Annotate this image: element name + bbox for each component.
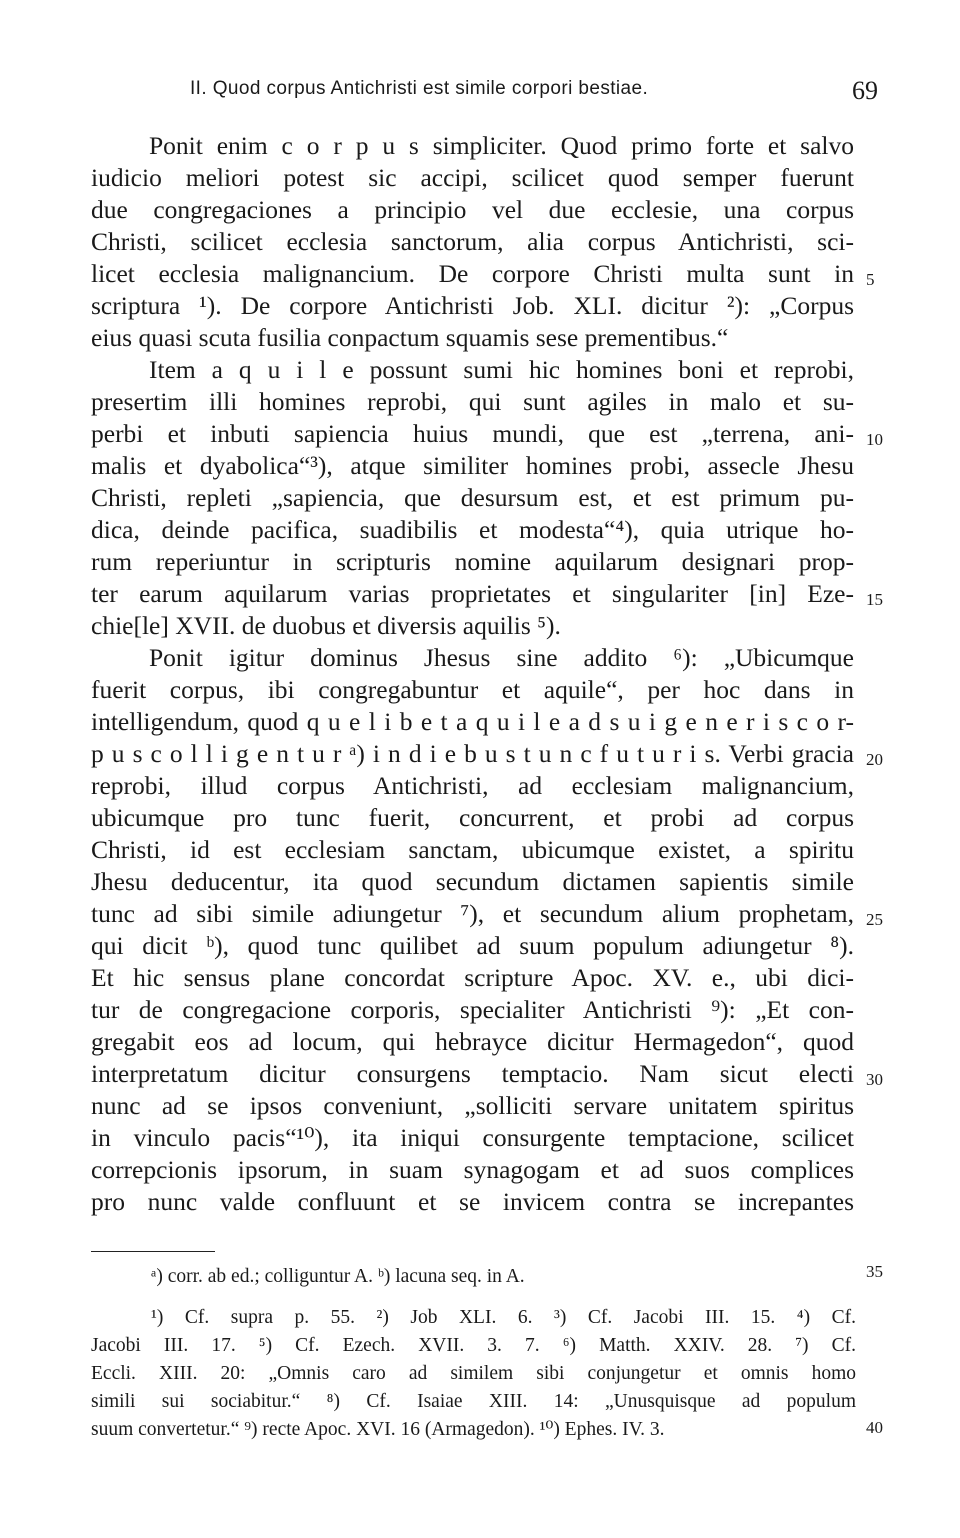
text-line: tunc ad sibi simile adiungetur ⁷), et secundum alium prophetam,	[91, 899, 854, 928]
text-line: nunc ad se ipsos conveniunt, „solliciti servare unitatem spiritus	[91, 1091, 854, 1120]
text-line: chie[le] XVII. de duobus et diversis aquilis ⁵).	[91, 611, 561, 640]
footnote-line: ᵃ) corr. ab ed.; colliguntur A. ᵇ) lacuna seq. in A.	[151, 1266, 525, 1287]
running-title: II. Quod corpus Antichristi est simile corpori bestiae.	[190, 78, 649, 99]
text-line: intelligendum, quod q u e l i b e t a q u i l e a d s u i g e n e r i s c o r-	[91, 707, 854, 736]
text-line: Jhesu deducentur, ita quod secundum dictamen sapientis simile	[91, 867, 854, 896]
text-line: rum reperiuntur in scripturis nomine aquilarum designari prop-	[91, 547, 854, 576]
text-line: gregabit eos ad locum, qui hebrayce dicitur Hermagedon“, quod	[91, 1027, 854, 1056]
text-line: pro nunc valde confluunt et se invicem contra se increpantes	[91, 1187, 854, 1216]
text-line: scriptura ¹). De corpore Antichristi Job. XLI. dicitur ²): „Corpus	[91, 291, 854, 320]
footnote-rule	[91, 1251, 215, 1252]
text-line: ubicumque pro tunc fuerit, concurrent, et probi ad corpus	[91, 803, 854, 832]
text-line: Christi, id est ecclesiam sanctam, ubicumque existet, a spiritu	[91, 835, 854, 864]
text-line: reprobi, illud corpus Antichristi, ad ecclesiam malignancium,	[91, 771, 854, 800]
line-number: 5	[866, 270, 875, 289]
text-line: perbi et inbuti sapiencia huius mundi, que est „terrena, ani-	[91, 419, 854, 448]
text-line: qui dicit ᵇ), quod tunc quilibet ad suum populum adiungetur ⁸).	[91, 931, 854, 960]
text-line: Christi, repleti „sapiencia, que desursum est, et est primum pu-	[91, 483, 854, 512]
text-line: in vinculo pacis“¹⁰), ita iniqui consurgente temptacione, scilicet	[91, 1123, 854, 1152]
line-number: 25	[866, 910, 883, 929]
text-line: fuerit corpus, ibi congregabuntur et aquile“, per hoc dans in	[91, 675, 854, 704]
text-line: tur de congregacione corporis, specialiter Antichristi ⁹): „Et con-	[91, 995, 854, 1024]
text-line: p u s c o l l i g e n t u r ᵃ) i n d i e b u s t u n c f u t u r i s. Verbi gracia	[91, 739, 854, 768]
running-header	[190, 66, 890, 106]
text-line: presertim illi homines reprobi, qui sunt agiles in malo et su-	[91, 387, 854, 416]
footnote-line: ¹) Cf. supra p. 55. ²) Job XLI. 6. ³) Cf. Jacobi III. 15. ⁴) Cf.	[151, 1307, 856, 1328]
line-number: 15	[866, 590, 883, 609]
text-line: licet ecclesia malignancium. De corpore Christi multa sunt in	[91, 259, 854, 288]
line-number: 10	[866, 430, 883, 449]
text-line: iudicio meliori potest sic accipi, scilicet quod semper fuerunt	[91, 163, 854, 192]
text-line: Ponit igitur dominus Jhesus sine addito ⁶): „Ubicumque	[149, 643, 854, 672]
text-line: Christi, scilicet ecclesia sanctorum, alia corpus Antichristi, sci-	[91, 227, 854, 256]
text-line: Ponit enim c o r p u s simpliciter. Quod primo forte et salvo	[149, 131, 854, 160]
text-line: Et hic sensus plane concordat scripture Apoc. XV. e., ubi dici-	[91, 963, 854, 992]
line-number: 30	[866, 1070, 883, 1089]
footnote-line: Jacobi III. 17. ⁵) Cf. Ezech. XVII. 3. 7. ⁶) Matth. XXIV. 28. ⁷) Cf.	[91, 1335, 856, 1356]
line-number: 40	[866, 1418, 883, 1437]
footnote-line: simili sui sociabitur.“ ⁸) Cf. Isaiae XIII. 14: „Unusquisque ad populum	[91, 1391, 856, 1412]
footnote-line: Eccli. XIII. 20: „Omnis caro ad similem sibi conjungetur et omnis homo	[91, 1363, 856, 1384]
text-line: due congregaciones a principio vel due ecclesie, una corpus	[91, 195, 854, 224]
line-number: 35	[866, 1262, 883, 1281]
text-line: malis et dyabolica“³), atque similiter homines probi, assecle Jhesu	[91, 451, 854, 480]
text-line: dica, deinde pacifica, suadibilis et modesta“⁴), quia utrique ho-	[91, 515, 854, 544]
text-line: correpcionis ipsorum, in suam synagogam et ad suos complices	[91, 1155, 854, 1184]
text-line: ter earum aquilarum varias proprietates et singulariter [in] Eze-	[91, 579, 854, 608]
page-number: 69	[852, 76, 878, 105]
line-number: 20	[866, 750, 883, 769]
text-line: eius quasi scuta fusilia conpactum squamis sese prementibus.“	[91, 323, 729, 352]
text-line: interpretatum dicitur consurgens temptacio. Nam sicut electi	[91, 1059, 854, 1088]
text-line: Item a q u i l e possunt sumi hic homines boni et reprobi,	[149, 355, 854, 384]
footnote-line: suum convertetur.“ ⁹) recte Apoc. XVI. 16 (Armagedon). ¹⁰) Ephes. IV. 3.	[91, 1419, 665, 1440]
